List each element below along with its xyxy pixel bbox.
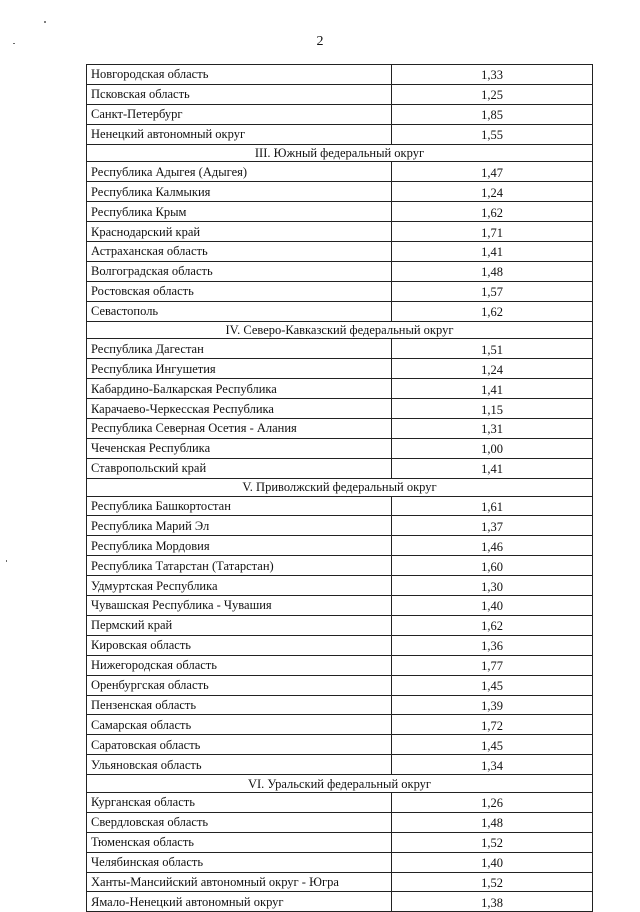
table-row: [87, 104, 593, 124]
district-header: VI. Уральский федеральный округ: [87, 775, 593, 793]
region-name: Севастополь: [87, 301, 392, 321]
region-coefficient: 1,61: [392, 496, 593, 516]
region-name: Ненецкий автономный округ: [87, 124, 392, 144]
region-coefficient: 1,51: [392, 339, 593, 359]
page-number: 2: [316, 34, 324, 49]
region-name: Республика Татарстан (Татарстан): [87, 556, 392, 576]
region-coefficient: 1,52: [392, 872, 593, 892]
table-row: [87, 556, 593, 576]
region-name: Псковская область: [87, 84, 392, 104]
region-coefficient: 1,24: [392, 182, 593, 202]
region-coefficient: 1,36: [392, 635, 593, 655]
region-name: Республика Ингушетия: [87, 359, 392, 379]
region-name: Ямало-Ненецкий автономный округ: [87, 892, 392, 912]
table-row: [87, 202, 593, 222]
district-header-row: [87, 321, 593, 339]
table-row: [87, 852, 593, 872]
region-coefficient: 1,00: [392, 438, 593, 458]
region-coefficient: 1,26: [392, 792, 593, 812]
region-coefficient: 1,39: [392, 695, 593, 715]
region-coefficient: 1,30: [392, 576, 593, 596]
table-row: [87, 359, 593, 379]
region-coefficient: 1,62: [392, 301, 593, 321]
region-name: Волгоградская область: [87, 261, 392, 281]
region-name: Самарская область: [87, 715, 392, 735]
region-name: Республика Северная Осетия - Алания: [87, 419, 392, 439]
region-name: Астраханская область: [87, 242, 392, 262]
region-coefficient: 1,25: [392, 84, 593, 104]
region-name: Курганская область: [87, 792, 392, 812]
table-row: [87, 65, 593, 85]
table-row: [87, 438, 593, 458]
region-coefficient: 1,62: [392, 202, 593, 222]
region-coefficient: 1,62: [392, 615, 593, 635]
region-name: Республика Башкортостан: [87, 496, 392, 516]
region-coefficient: 1,52: [392, 832, 593, 852]
region-coefficient: 1,15: [392, 399, 593, 419]
district-header-row: [87, 775, 593, 793]
region-coefficient: 1,45: [392, 735, 593, 755]
region-name: Кировская область: [87, 635, 392, 655]
table-body: [87, 65, 593, 912]
table-row: [87, 339, 593, 359]
table-row: [87, 695, 593, 715]
region-name: Нижегородская область: [87, 655, 392, 675]
table-row: [87, 379, 593, 399]
region-coefficient: 1,71: [392, 222, 593, 242]
table-row: [87, 576, 593, 596]
table-row: [87, 655, 593, 675]
region-name: Ставропольский край: [87, 458, 392, 478]
region-coefficient: 1,57: [392, 281, 593, 301]
region-name: Карачаево-Черкесская Республика: [87, 399, 392, 419]
table-row: [87, 261, 593, 281]
table-row: [87, 84, 593, 104]
region-name: Челябинская область: [87, 852, 392, 872]
region-coefficient: 1,37: [392, 516, 593, 536]
table-row: [87, 301, 593, 321]
region-name: Пензенская область: [87, 695, 392, 715]
table-row: [87, 635, 593, 655]
region-coefficient: 1,31: [392, 419, 593, 439]
region-coefficient: 1,48: [392, 812, 593, 832]
region-coefficient: 1,72: [392, 715, 593, 735]
district-header-row: [87, 144, 593, 162]
table-row: [87, 124, 593, 144]
table-row: [87, 399, 593, 419]
table-row: [87, 242, 593, 262]
region-name: Ростовская область: [87, 281, 392, 301]
region-name: Кабардино-Балкарская Республика: [87, 379, 392, 399]
region-name: Республика Крым: [87, 202, 392, 222]
region-coefficient: 1,55: [392, 124, 593, 144]
regions-coefficient-table: [86, 64, 593, 912]
table-row: [87, 675, 593, 695]
region-name: Республика Дагестан: [87, 339, 392, 359]
region-coefficient: 1,48: [392, 261, 593, 281]
table-row: [87, 458, 593, 478]
table-row: [87, 715, 593, 735]
region-coefficient: 1,38: [392, 892, 593, 912]
region-name: Новгородская область: [87, 65, 392, 85]
table-row: [87, 162, 593, 182]
region-coefficient: 1,41: [392, 379, 593, 399]
table-row: [87, 419, 593, 439]
region-name: Чувашская Республика - Чувашия: [87, 596, 392, 616]
region-coefficient: 1,34: [392, 755, 593, 775]
table-row: [87, 832, 593, 852]
table-row: [87, 755, 593, 775]
scan-speck: [13, 43, 15, 44]
scan-speck: [44, 21, 46, 23]
region-coefficient: 1,24: [392, 359, 593, 379]
table-row: [87, 516, 593, 536]
district-header: V. Приволжский федеральный округ: [87, 478, 593, 496]
region-coefficient: 1,45: [392, 675, 593, 695]
region-name: Тюменская область: [87, 832, 392, 852]
region-name: Краснодарский край: [87, 222, 392, 242]
district-header: IV. Северо-Кавказский федеральный округ: [87, 321, 593, 339]
table-row: [87, 596, 593, 616]
table-row: [87, 812, 593, 832]
region-name: Санкт-Петербург: [87, 104, 392, 124]
table-row: [87, 735, 593, 755]
region-name: Ханты-Мансийский автономный округ - Югра: [87, 872, 392, 892]
region-coefficient: 1,46: [392, 536, 593, 556]
region-name: Свердловская область: [87, 812, 392, 832]
region-coefficient: 1,41: [392, 242, 593, 262]
region-coefficient: 1,85: [392, 104, 593, 124]
region-name: Чеченская Республика: [87, 438, 392, 458]
region-coefficient: 1,40: [392, 852, 593, 872]
region-name: Пермский край: [87, 615, 392, 635]
region-coefficient: 1,33: [392, 65, 593, 85]
table-row: [87, 615, 593, 635]
region-name: Республика Марий Эл: [87, 516, 392, 536]
region-name: Республика Калмыкия: [87, 182, 392, 202]
table-row: [87, 536, 593, 556]
region-name: Республика Адыгея (Адыгея): [87, 162, 392, 182]
district-header: III. Южный федеральный округ: [87, 144, 593, 162]
region-name: Саратовская область: [87, 735, 392, 755]
table-row: [87, 281, 593, 301]
region-name: Ульяновская область: [87, 755, 392, 775]
table-row: [87, 222, 593, 242]
region-name: Оренбургская область: [87, 675, 392, 695]
district-header-row: [87, 478, 593, 496]
region-name: Республика Мордовия: [87, 536, 392, 556]
scan-speck: [6, 560, 7, 562]
table-row: [87, 892, 593, 912]
region-coefficient: 1,60: [392, 556, 593, 576]
table-row: [87, 792, 593, 812]
region-coefficient: 1,41: [392, 458, 593, 478]
region-coefficient: 1,40: [392, 596, 593, 616]
region-coefficient: 1,77: [392, 655, 593, 675]
region-coefficient: 1,47: [392, 162, 593, 182]
table-row: [87, 872, 593, 892]
region-name: Удмуртская Республика: [87, 576, 392, 596]
table-row: [87, 496, 593, 516]
table-row: [87, 182, 593, 202]
